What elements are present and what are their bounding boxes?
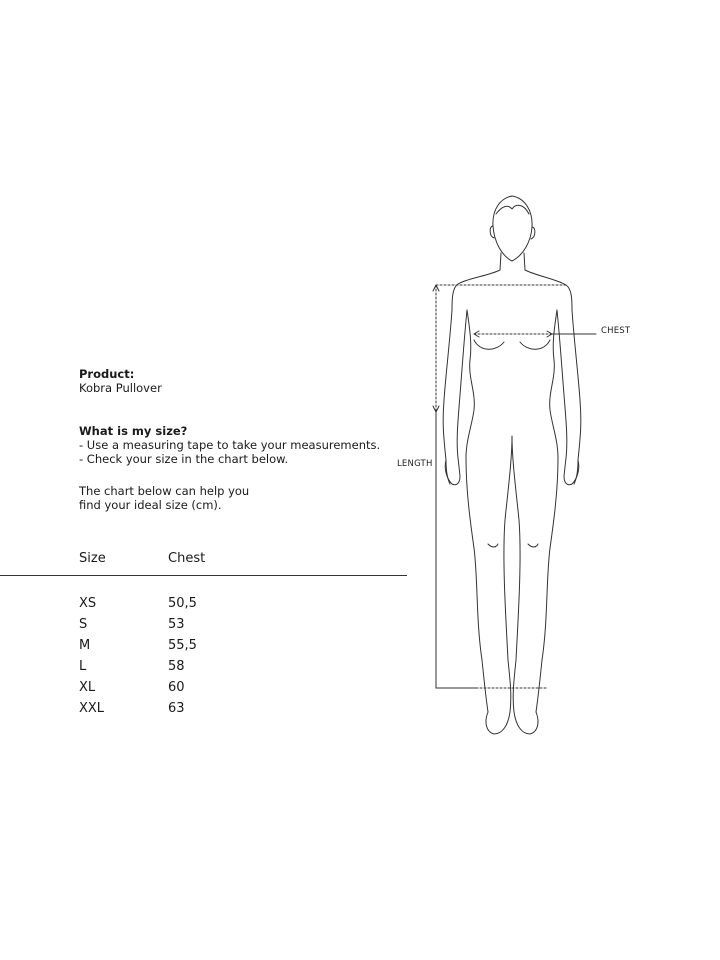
left-foot: [486, 712, 510, 734]
size-help-step: - Use a measuring tape to take your measurements.: [79, 438, 381, 452]
chest-cell: 53: [168, 617, 185, 632]
size-cell: M: [79, 638, 91, 653]
neck-right: [524, 253, 525, 270]
left-hand: [445, 458, 460, 485]
chest-cell: 60: [168, 680, 185, 695]
right-shoulder: [525, 270, 572, 310]
chest-cell: 58: [168, 659, 185, 674]
size-column-header: Size: [79, 551, 106, 566]
right-knee: [528, 544, 538, 547]
product-name: Kobra Pullover: [79, 381, 162, 395]
torso-left: [466, 310, 474, 458]
bust-left: [474, 340, 504, 349]
right-hand: [564, 458, 579, 485]
size-help-step: - Check your size in the chart below.: [79, 452, 289, 466]
product-label: Product:: [79, 367, 135, 381]
chest-column-header: Chest: [168, 551, 206, 566]
chart-note-line: find your ideal size (cm).: [79, 498, 222, 512]
left-arm-inner: [457, 310, 467, 458]
right-arm-outer: [572, 310, 581, 484]
right-leg-outer: [536, 458, 558, 712]
size-help-heading: What is my size?: [79, 424, 188, 438]
chest-cell: 50,5: [168, 596, 197, 611]
torso-right: [550, 310, 558, 458]
chest-label: CHEST: [601, 326, 631, 336]
hair-line: [496, 205, 529, 214]
left-arm-outer: [443, 310, 452, 484]
chest-cell: 55,5: [168, 638, 197, 653]
right-arm-inner: [557, 310, 567, 458]
chart-note-line: The chart below can help you: [79, 484, 250, 498]
size-info: [79, 367, 399, 512]
size-cell: XS: [79, 596, 97, 611]
right-foot: [514, 712, 538, 734]
left-knee: [488, 544, 498, 547]
table-divider: [0, 575, 407, 576]
left-shoulder: [452, 270, 500, 310]
chest-cell: 63: [168, 701, 185, 716]
size-cell: XXL: [79, 701, 105, 716]
size-cell: S: [79, 617, 88, 632]
left-leg-outer: [466, 458, 488, 712]
neck-left: [500, 253, 501, 270]
size-cell: L: [79, 659, 87, 674]
head-outline: [493, 196, 532, 261]
inner-legs: [504, 436, 520, 712]
size-cell: XL: [79, 680, 96, 695]
bust-right: [520, 340, 550, 349]
length-label: LENGTH: [397, 459, 433, 469]
